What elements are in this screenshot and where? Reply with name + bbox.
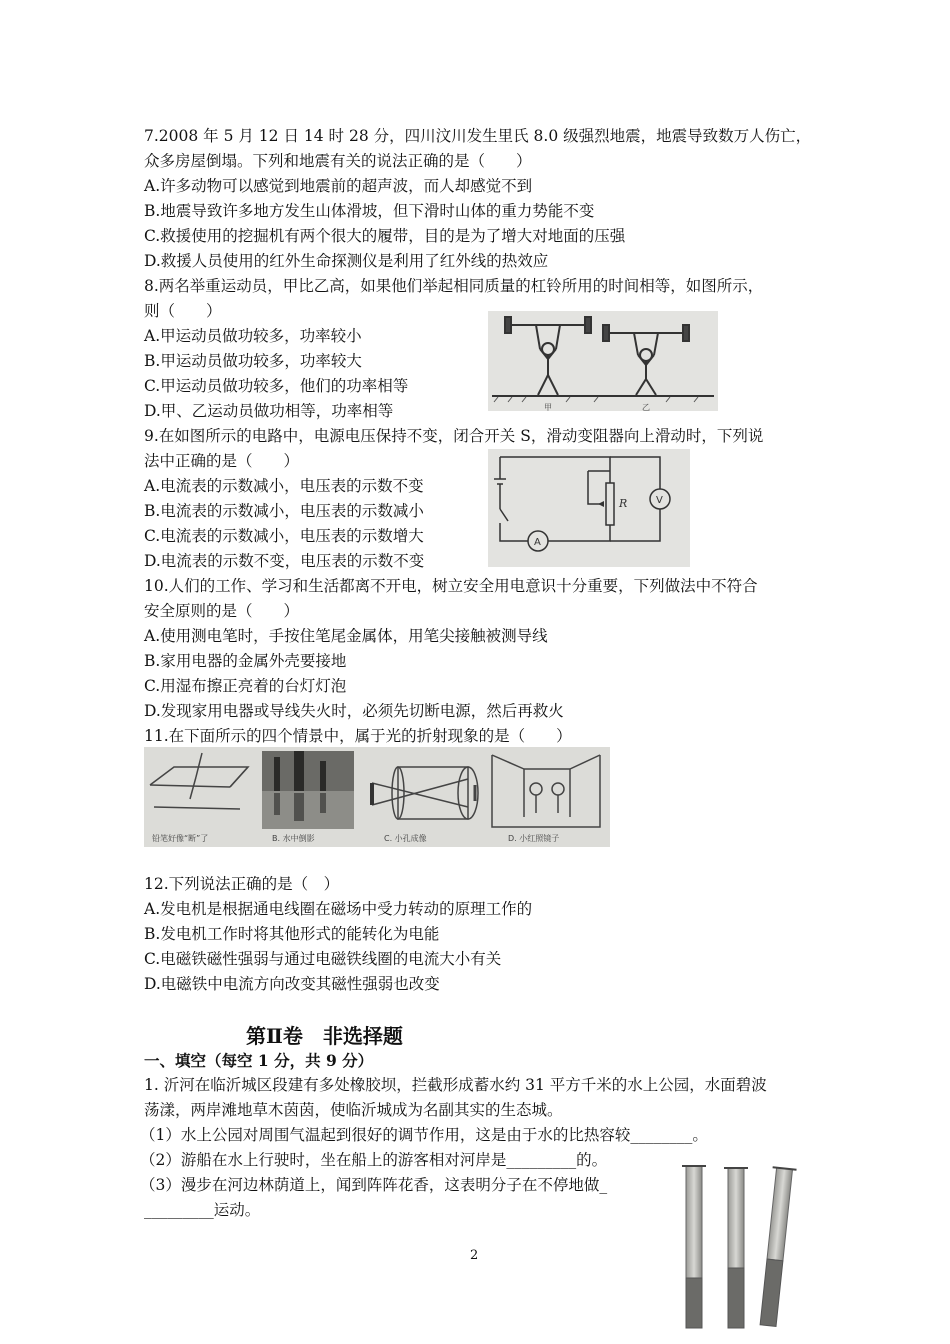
fill-q1-sub1: （1）水上公园对周围气温起到很好的调节作用，这是由于水的比热容较________。 xyxy=(140,1126,708,1144)
caption-c: C. 小孔成像 xyxy=(384,834,427,843)
fill-q1-sub3: （3）漫步在河边林荫道上，闻到阵阵花香，这表明分子在不停地做_ xyxy=(140,1176,608,1194)
q10-option-b: B.家用电器的金属外壳要接地 xyxy=(144,652,347,670)
fill-q1-line2: 荡漾，两岸滩地草木茵茵，使临沂城成为名副其实的生态城。 xyxy=(144,1101,563,1119)
q8-option-c: C.甲运动员做功较多，他们的功率相等 xyxy=(144,377,409,395)
q8-option-b: B.甲运动员做功较多，功率较大 xyxy=(144,352,362,370)
q10-stem-line2: 安全原则的是（ ） xyxy=(144,602,300,620)
caption-b: B. 水中倒影 xyxy=(272,834,315,843)
q8-option-a: A.甲运动员做功较多，功率较小 xyxy=(144,327,362,345)
optics-scenes-figure xyxy=(144,747,610,847)
q9-option-d: D.电流表的示数不变，电压表的示数不变 xyxy=(144,552,425,570)
part2-title: 第Ⅱ卷 非选择题 xyxy=(246,1024,403,1048)
q7-stem-line2: 众多房屋倒塌。下列和地震有关的说法正确的是（ ） xyxy=(144,152,532,170)
q9-option-c: C.电流表的示数减小，电压表的示数增大 xyxy=(144,527,424,545)
q10-stem-line1: 10.人们的工作、学习和生活都离不开电，树立安全用电意识十分重要，下列做法中不符合 xyxy=(144,577,758,595)
q9-option-b: B.电流表的示数减小，电压表的示数减小 xyxy=(144,502,424,520)
q7-stem-line1: 7.2008 年 5 月 12 日 14 时 28 分，四川汶川发生里氏 8.0 级强烈地震，地震导致数万人伤亡， xyxy=(144,127,812,145)
q10-option-c: C.用湿布擦正亮着的台灯灯泡 xyxy=(144,677,347,695)
label-a: A xyxy=(534,537,541,548)
label-r: R xyxy=(619,497,628,510)
q9-stem-line2: 法中正确的是（ ） xyxy=(144,452,300,470)
label-jia: 甲 xyxy=(544,403,552,411)
fill-q1-line1: 1. 沂河在临沂城区段建有多处橡胶坝，拦截形成蓄水约 31 平方千米的水上公园，水面碧波 xyxy=(144,1076,767,1094)
caption-d: D. 小红照镜子 xyxy=(508,834,560,843)
q9-stem-line1: 9.在如图所示的电路中，电源电压保持不变，闭合开关 S，滑动变阻器向上滑动时，下列说 xyxy=(144,427,764,445)
q8-option-d: D.甲、乙运动员做功相等，功率相等 xyxy=(144,402,394,420)
fill-q1-sub2: （2）游船在水上行驶时，坐在船上的游客相对河岸是_________的。 xyxy=(140,1151,608,1169)
q9-option-a: A.电流表的示数减小，电压表的示数不变 xyxy=(144,477,424,495)
page-number: 2 xyxy=(470,1248,479,1263)
fill-q1-sub3-cont: _________运动。 xyxy=(144,1201,261,1219)
label-yi: 乙 xyxy=(642,403,650,411)
caption-a: 铅笔好像“断”了 xyxy=(152,834,209,843)
q8-stem-line1: 8.两名举重运动员，甲比乙高，如果他们举起相同质量的杠铃所用的时间相等，如图所示， xyxy=(144,277,764,295)
weightlifters-figure xyxy=(488,311,718,411)
q7-option-a: A.许多动物可以感觉到地震前的超声波，而人却感觉不到 xyxy=(144,177,533,195)
q12-stem: 12.下列说法正确的是（ ） xyxy=(144,875,340,893)
circuit-diagram-figure xyxy=(488,449,690,567)
q12-option-d: D.电磁铁中电流方向改变其磁性强弱也改变 xyxy=(144,975,440,993)
q12-option-a: A.发电机是根据通电线圈在磁场中受力转动的原理工作的 xyxy=(144,900,533,918)
q7-option-d: D.救援人员使用的红外生命探测仪是利用了红外线的热效应 xyxy=(144,252,549,270)
q12-option-b: B.发电机工作时将其他形式的能转化为电能 xyxy=(144,925,440,943)
q12-option-c: C.电磁铁磁性强弱与通过电磁铁线圈的电流大小有关 xyxy=(144,950,502,968)
q7-option-b: B.地震导致许多地方发生山体滑坡，但下滑时山体的重力势能不变 xyxy=(144,202,595,220)
q7-option-c: C.救援使用的挖掘机有两个很大的履带，目的是为了增大对地面的压强 xyxy=(144,227,626,245)
three-tubes-figure xyxy=(672,1160,802,1336)
q10-option-d: D.发现家用电器或导线失火时，必须先切断电源，然后再救火 xyxy=(144,702,564,720)
q10-option-a: A.使用测电笔时，手按住笔尾金属体，用笔尖接触被测导线 xyxy=(144,627,548,645)
section-fill-blank-heading: 一、填空（每空 1 分，共 9 分） xyxy=(144,1051,374,1070)
q8-stem-line2: 则（ ） xyxy=(144,302,222,320)
q11-stem: 11.在下面所示的四个情景中，属于光的折射现象的是（ ） xyxy=(144,727,572,745)
label-v: V xyxy=(656,495,663,506)
